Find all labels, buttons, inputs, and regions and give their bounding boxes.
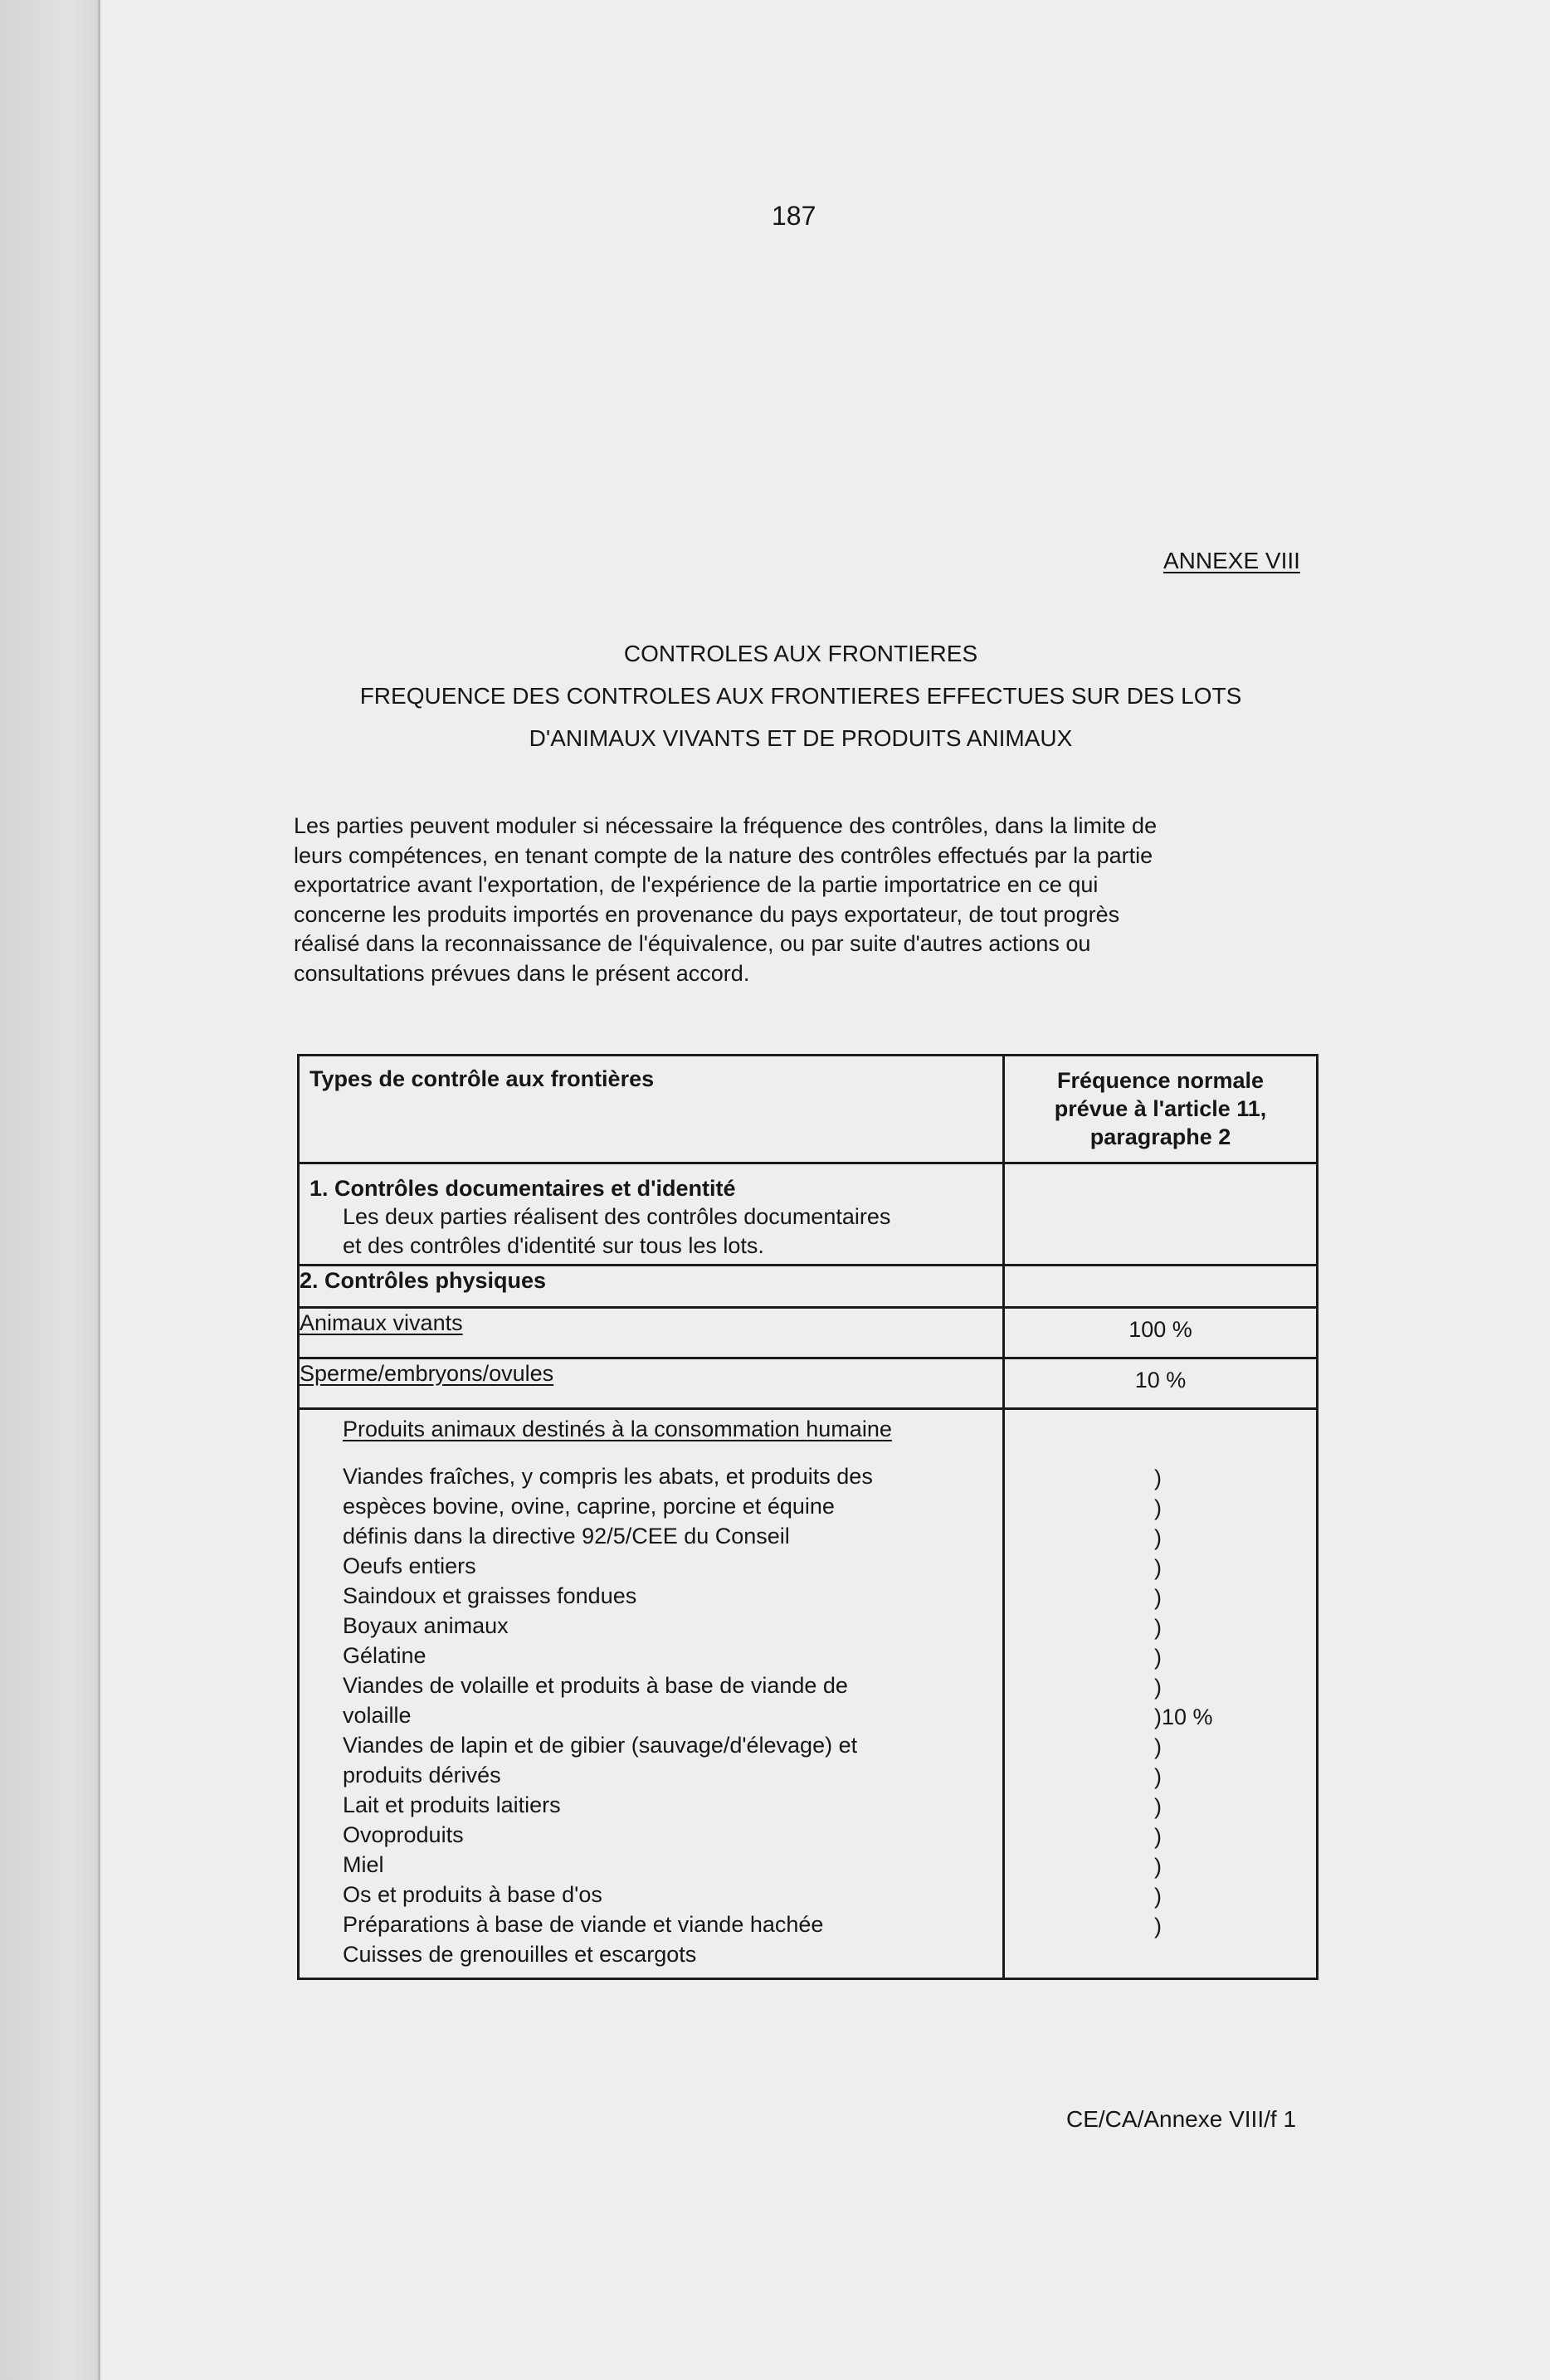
bracket-mark: ) [1154,1615,1162,1640]
list-item: Viandes de lapin et de gibier (sauvage/d'élevage) et [343,1733,858,1758]
bracket-mark: ) [1154,1764,1162,1789]
list-item: Oeufs entiers [343,1553,476,1578]
list-item: Lait et produits laitiers [343,1792,561,1817]
animal-products-list [300,1461,1002,1969]
bracket-mark: ) [1154,1645,1162,1670]
bracket-mark: ) [1154,1675,1162,1700]
bracket-mark: ) [1154,1555,1162,1580]
live-animals-label: Animaux vivants [299,1308,1004,1358]
list-item: volaille [343,1703,412,1728]
intro-paragraph [294,812,1289,988]
subheading-line-2: D'ANIMAUX VIVANTS ET DE PRODUITS ANIMAUX [529,725,1073,751]
subheading-line-1: FREQUENCE DES CONTROLES AUX FRONTIERES EFFECTUES SUR DES LOTS [359,683,1242,709]
list-item: Gélatine [343,1643,426,1668]
bracket-frequency-value: )10 % [1154,1705,1213,1729]
list-item: Saindoux et graisses fondues [343,1583,637,1608]
table-row-live-animals [299,1308,1318,1358]
header-control-type: Types de contrôle aux frontières [299,1056,1004,1163]
physical-checks-title: 2. Contrôles physiques [299,1266,1004,1308]
intro-line: réalisé dans la reconnaissance de l'équivalence, ou par suite d'autres actions ou [294,931,1091,956]
animal-products-header: Produits animaux destinés à la consommation humaine [343,1417,892,1441]
main-heading: CONTROLES AUX FRONTIERES [623,641,978,666]
list-item: Cuisses de grenouilles et escargots [343,1942,697,1967]
intro-line: leurs compétences, en tenant compte de la nature des contrôles effectués par la partie [294,842,1153,868]
list-item: Viandes de volaille et produits à base de viande de [343,1673,848,1698]
document-reference-code: CE/CA/Annexe VIII/f 1 [1066,2106,1297,2132]
table-row-semen-embryos [299,1358,1318,1409]
bracket-mark: ) [1154,1585,1162,1610]
bracket-mark: ) [1154,1734,1162,1759]
bracket-mark: ) [1154,1854,1162,1879]
table-row-animal-products [299,1409,1318,1979]
animal-products-cell [299,1409,1004,1979]
binding-shadow [0,0,98,2380]
animal-products-frequency-brackets [1004,1409,1318,1979]
bracket-mark: ) [1154,1495,1162,1520]
semen-embryos-label: Sperme/embryons/ovules [299,1358,1004,1409]
intro-line: Les parties peuvent moduler si nécessaire la fréquence des contrôles, dans la limite de [294,813,1158,838]
header-frequency-line: Fréquence normale [1056,1068,1265,1093]
table-row-documentary-checks [299,1163,1318,1266]
documentary-checks-desc: et des contrôles d'identité sur tous les lots. [343,1233,764,1258]
list-item: définis dans la directive 92/5/CEE du Conseil [343,1524,790,1548]
list-item: Miel [343,1852,384,1877]
list-item: Os et produits à base d'os [343,1882,602,1907]
intro-line: consultations prévues dans le présent accord. [294,960,750,986]
live-animals-frequency: 100 % [1004,1308,1318,1358]
list-item: Boyaux animaux [343,1613,509,1638]
list-item: Viandes fraîches, y compris les abats, et produits des [343,1464,873,1489]
list-item: produits dérivés [343,1763,501,1787]
documentary-checks-freq-cell [1004,1163,1318,1266]
header-frequency [1004,1056,1318,1163]
documentary-checks-cell [299,1163,1004,1266]
table-row-physical-checks [299,1266,1318,1308]
border-controls-table [297,1054,1318,1980]
page-number: 187 [772,201,816,231]
documentary-checks-desc: Les deux parties réalisent des contrôles documentaires [343,1204,891,1229]
list-item: espèces bovine, ovine, caprine, porcine et équine [343,1494,835,1519]
header-frequency-line: prévue à l'article 11, [1054,1096,1267,1121]
intro-line: exportatrice avant l'exportation, de l'expérience de la partie importatrice en ce qui [294,872,1099,897]
annex-label: ANNEXE VIII [1163,548,1300,573]
header-frequency-line: paragraphe 2 [1089,1124,1231,1149]
bracket-mark: ) [1154,1525,1162,1550]
list-item: Ovoproduits [343,1822,464,1847]
bracket-mark: ) [1154,1466,1162,1490]
semen-embryos-frequency: 10 % [1004,1358,1318,1409]
bracket-mark: ) [1154,1884,1162,1909]
intro-line: concerne les produits importés en provenance du pays exportateur, de tout progrès [294,901,1120,927]
table-header-row [299,1056,1318,1163]
bracket-mark: ) [1154,1794,1162,1819]
physical-checks-freq-cell [1004,1266,1318,1308]
bracket-mark: ) [1154,1914,1162,1939]
bracket-mark: ) [1154,1824,1162,1849]
documentary-checks-title: 1. Contrôles documentaires et d'identité [310,1176,736,1201]
list-item: Préparations à base de viande et viande hachée [343,1912,824,1937]
